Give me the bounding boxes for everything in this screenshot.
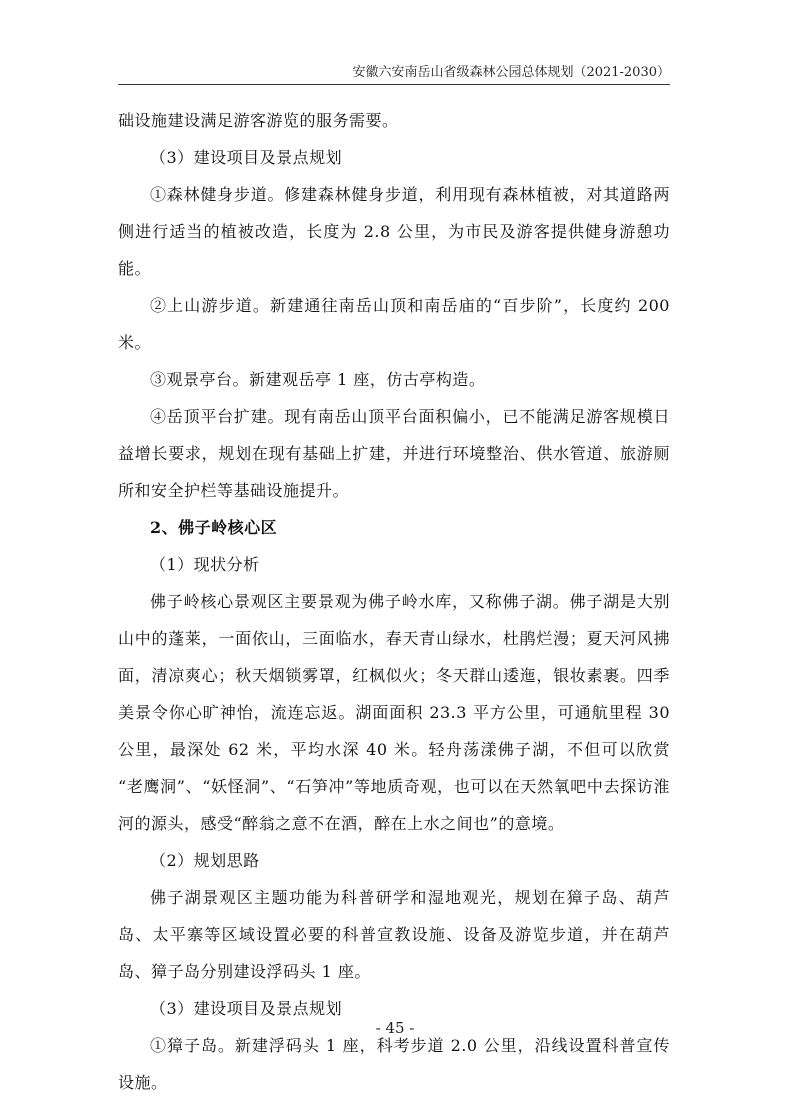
- paragraph: ②上山游步道。新建通往南岳山顶和南岳庙的“百步阶”，长度约 200 米。: [118, 296, 670, 352]
- header-rule: [118, 84, 670, 85]
- paragraph: ③观景亭台。新建观岳亭 1 座，仿古亭构造。: [150, 370, 486, 389]
- paragraph: ①獐子岛。新建浮码头 1 座，科考步道 2.0 公里，沿线设置科普宣传设施。: [118, 1036, 670, 1092]
- paragraph: 佛子湖景观区主题功能为科普研学和湿地观光，规划在獐子岛、葫芦岛、太平寨等区域设置必要的科普宣教设施、设备及游览步道，并在葫芦岛、獐子岛分别建设浮码头 1 座。: [118, 888, 670, 981]
- page-body: [118, 102, 670, 1101]
- paragraph: ①森林健身步道。修建森林健身步道，利用现有森林植被，对其道路两侧进行适当的植被改造，长度为 2.8 公里，为市民及游客提供健身游憩功能。: [118, 185, 670, 278]
- section-heading: 2、佛子岭核心区: [150, 518, 278, 537]
- page-number: - 45 -: [375, 1019, 415, 1037]
- subsection-heading: （2）规划思路: [150, 851, 260, 870]
- subsection-heading: （3）建设项目及景点规划: [150, 148, 343, 167]
- subsection-heading: （1）现状分析: [150, 555, 260, 574]
- subsection-heading: （3）建设项目及景点规划: [150, 999, 343, 1018]
- running-header: 安徽六安南岳山省级森林公园总体规划（2021-2030）: [352, 65, 670, 80]
- paragraph: ④岳顶平台扩建。现有南岳山顶平台面积偏小，已不能满足游客规模日益增长要求，规划在现有基础上扩建，并进行环境整治、供水管道、旅游厕所和安全护栏等基础设施提升。: [118, 407, 670, 500]
- paragraph: 佛子岭核心景观区主要景观为佛子岭水库，又称佛子湖。佛子湖是大别山中的蓬莱，一面依山，三面临水，春天青山绿水，杜鹃烂漫；夏天河风拂面，清凉爽心；秋天烟锁雾罩，红枫似火；冬天群山逶迤，银妆素裹。四季美景令你心旷神怡，流连忘返。湖面面积 23.3 平方公里，可通航里程 30 公里，最深处 62 米，平均水深 40 米。轻舟荡漾佛子湖，不但可以欣赏 “老鹰洞”、“妖怪洞”、“石笋冲”等地质奇观，也可以在天然氧吧中去探访淮河的源头，感受“醉翁之意不在酒，醉在上水之间也”的意境。: [118, 592, 670, 833]
- paragraph: 础设施建设满足游客游览的服务需要。: [118, 111, 399, 130]
